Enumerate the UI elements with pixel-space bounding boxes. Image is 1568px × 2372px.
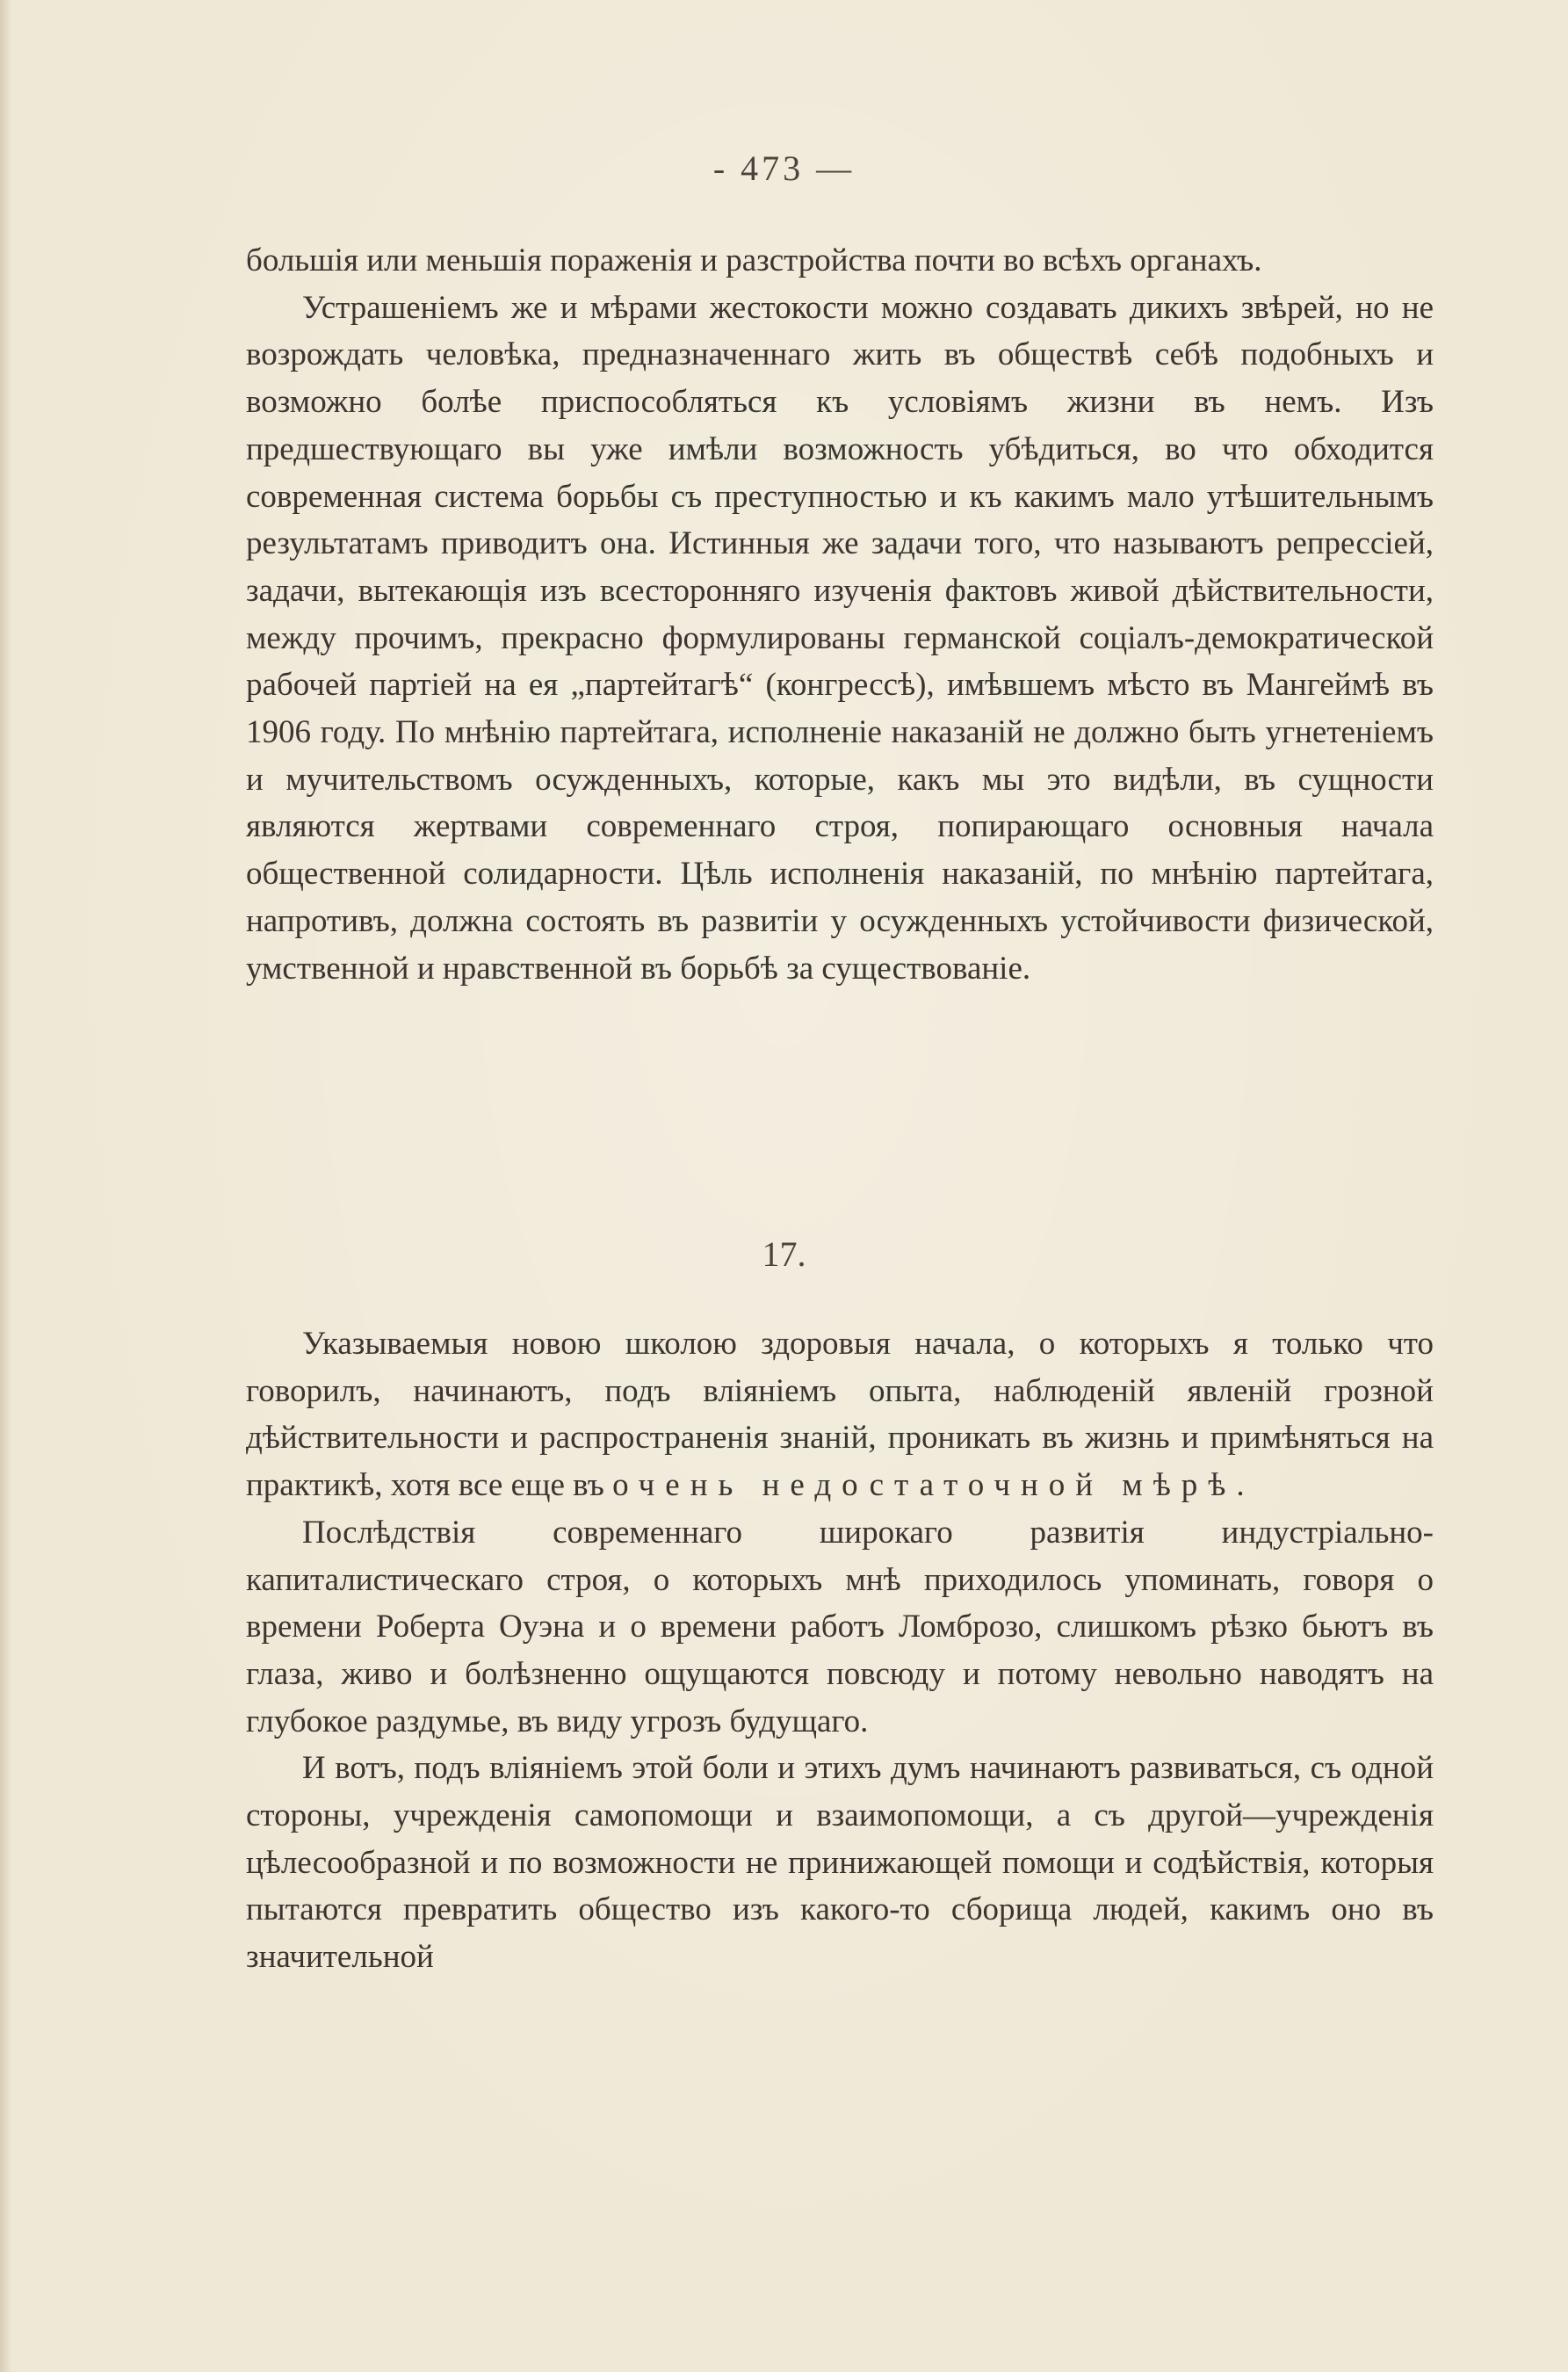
- paragraph-new-school: [246, 1320, 1434, 1509]
- text-block-top: [246, 237, 1434, 992]
- spaced-emphasis: очень недостаточной мѣрѣ.: [612, 1467, 1255, 1504]
- paragraph-consequences: Послѣдствія современнаго широкаго развитія индустріально-капиталистическаго строя, о которыхъ мнѣ приходилось упоминать, говоря о времени Роберта Оуэна и о времени работъ Ломброзо, слишкомъ рѣзко бьютъ въ глаза, живо и болѣзненно ощущаются повсюду и потому невольно наводятъ на глубокое раздумье, въ виду угрозъ будущаго.: [246, 1514, 1434, 1739]
- text-block-bottom: [246, 1320, 1434, 1981]
- page-number: - 473 —: [712, 148, 856, 188]
- paragraph-institutions: И вотъ, подъ вліяніемъ этой боли и этихъ думъ начинаютъ развиваться, съ одной стороны, учрежденія самопомощи и взаимопомощи, а съ другой—учрежденія цѣлесообразной и по возможности не принижающей помощи и содѣйствія, которыя пытаются превратить общество изъ какого-то сборища людей, какимъ оно въ значительной: [246, 1750, 1434, 1976]
- section-number: 17.: [762, 1234, 806, 1274]
- paragraph-repression: Устрашеніемъ же и мѣрами жестокости можно создавать дикихъ звѣрей, но не возрождать человѣка, предназначеннаго жить въ обществѣ себѣ подобныхъ и возможно болѣе приспособляться къ условіямъ жизни въ немъ. Изъ предшествующаго вы уже имѣли возможность убѣдиться, во что обходится современная система борьбы съ преступностью и къ какимъ мало утѣшительнымъ результатамъ приводитъ она. Истинныя же задачи того, что называютъ репрессіей, задачи, вытекающія изъ всесторонняго изученія фактовъ живой дѣйствительности, между прочимъ, прекрасно формулированы германской соціалъ-демократической рабочей партіей на ея „партейтагѣ“ (конгрессѣ), имѣвшемъ мѣсто въ Мангеймѣ въ 1906 году. По мнѣнію партейтага, исполненіе наказаній не должно быть угнетеніемъ и мучительствомъ осужденныхъ, которые, какъ мы это видѣли, въ сущности являются жертвами современнаго строя, попирающаго основныя начала общественной солидарности. Цѣль исполненія наказаній, по мнѣнію партейтага, напротивъ, должна состоять въ развитіи у осужденныхъ устойчивости физической, умственной и нравственной въ борьбѣ за существованіе.: [246, 289, 1434, 987]
- paragraph-continuation: большія или меньшія пораженія и разстройства почти во всѣхъ органахъ.: [246, 242, 1262, 278]
- paragraph-new-school-text: Указываемыя новою школою здоровыя начала, о которыхъ я только что говорилъ, начинаютъ, подъ вліяніемъ опыта, наблюденій явленій грозной дѣйствительности и распространенія знаній, проникать въ жизнь и примѣняться на практикѣ, хотя все еще въ: [246, 1326, 1434, 1504]
- page-left-edge: [0, 0, 12, 2372]
